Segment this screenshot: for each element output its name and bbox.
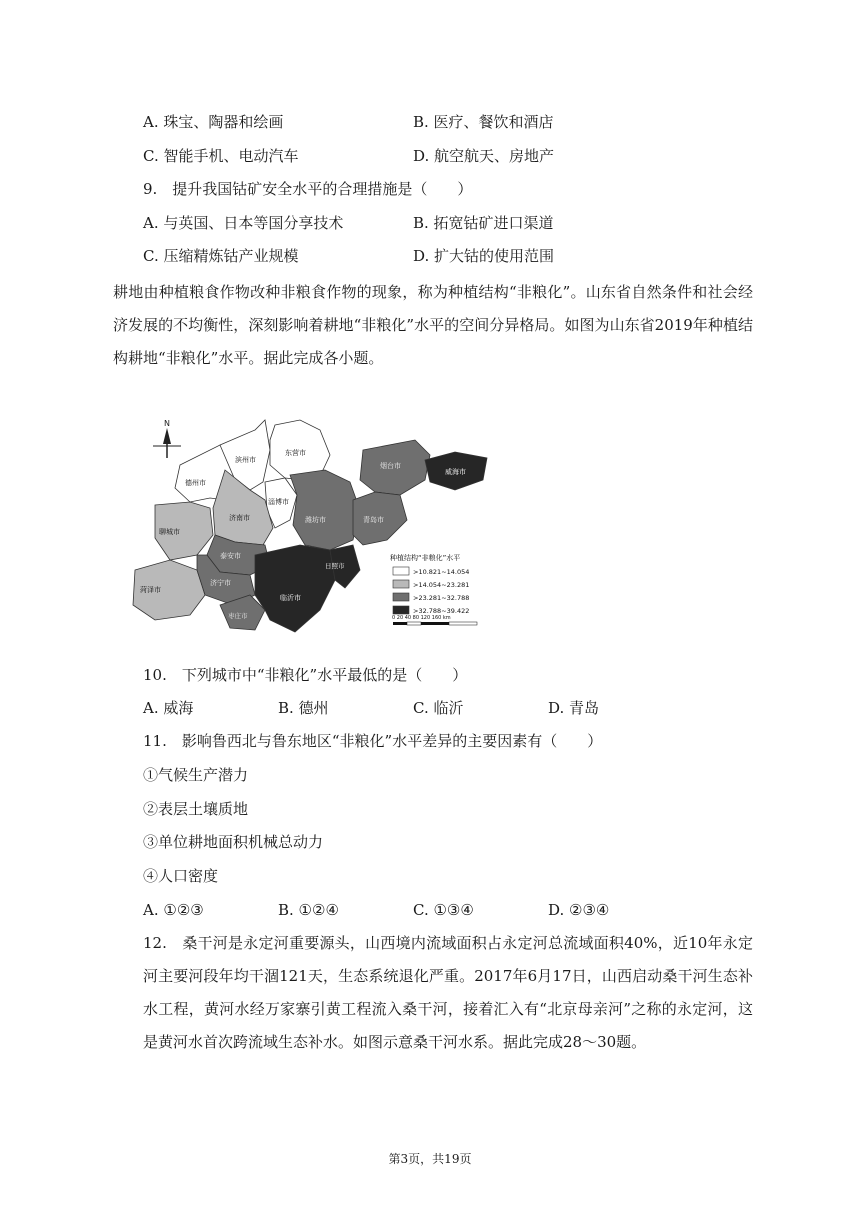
q11-statement-1: ①气候生产潜力	[143, 766, 249, 784]
q11-option-c: C. ①③④	[413, 901, 474, 919]
q9-option-d: D. 扩大钴的使用范围	[413, 247, 555, 265]
q12-paragraph: 12. 桑干河是永定河重要源头，山西境内流域面积占永定河总流域面积40%，近10年永定河主要河段年均干涸121天，生态系统退化严重。2017年6月17日，山西启动桑干河生态补水工程，黄河水经万家寨引黄工程流入桑干河，接着汇入有“北京母亲河”之称的永定河，这是黄河水首次跨流域生态补水。如图示意桑干河水系。据此完成28～30题。	[143, 934, 753, 1051]
q10-option-a: A. 威海	[143, 699, 194, 717]
label-jinan: 济南市	[229, 514, 250, 522]
label-dongying: 东营市	[285, 449, 306, 457]
q11-statement-2: ②表层土壤质地	[143, 800, 249, 818]
q11-stem: 11. 影响鲁西北与鲁东地区“非粮化”水平差异的主要因素有（ ）	[143, 732, 603, 750]
shandong-map	[125, 410, 495, 640]
north-arrow-icon	[153, 419, 181, 458]
scale-bar	[392, 615, 477, 625]
legend-label-2: >14.054~23.281	[413, 581, 470, 589]
label-dezhou: 德州市	[185, 479, 206, 487]
q11-statement-3: ③单位耕地面积机械总动力	[143, 833, 324, 851]
label-weifang: 潍坊市	[305, 516, 326, 524]
q10-stem: 10. 下列城市中“非粮化”水平最低的是（ ）	[143, 666, 468, 684]
label-liaocheng: 聊城市	[159, 528, 180, 536]
label-zaozhuang: 枣庄市	[228, 612, 248, 620]
label-linyi: 临沂市	[280, 594, 301, 602]
legend-swatch-3	[393, 593, 409, 601]
q9-option-b: B. 拓宽钴矿进口渠道	[413, 214, 554, 232]
q11-statement-4: ④人口密度	[143, 867, 219, 885]
q8-option-c: C. 智能手机、电动汽车	[143, 147, 299, 165]
q8-option-b: B. 医疗、餐饮和酒店	[413, 113, 554, 131]
label-rizhao: 日照市	[325, 562, 345, 570]
label-taian: 泰安市	[220, 552, 241, 560]
legend-swatch-2	[393, 580, 409, 588]
map-legend	[390, 553, 477, 625]
q10-option-d: D. 青岛	[548, 699, 600, 717]
legend-label-4: >32.788~39.422	[413, 607, 470, 615]
label-yantai: 烟台市	[380, 462, 401, 470]
legend-label-1: >10.821~14.054	[413, 568, 470, 576]
q8-option-a: A. 珠宝、陶器和绘画	[143, 113, 284, 131]
q9-stem: 9. 提升我国钴矿安全水平的合理措施是（ ）	[143, 180, 473, 198]
label-jining: 济宁市	[210, 579, 231, 587]
label-binzhou: 滨州市	[235, 456, 256, 464]
legend-swatch-1	[393, 567, 409, 575]
region-weifang	[290, 470, 360, 550]
q8-option-d: D. 航空航天、房地产	[413, 147, 555, 165]
north-label: N	[164, 419, 170, 428]
page-footer: 第3页，共19页	[388, 1152, 472, 1166]
scale-label: 0 20 40 80 120 160 km	[392, 615, 451, 621]
label-weihai: 威海市	[445, 468, 466, 476]
label-heze: 菏泽市	[140, 586, 161, 594]
intro-paragraph: 耕地由种植粮食作物改种非粮食作物的现象，称为种植结构“非粮化”。山东省自然条件和社会经济发展的不均衡性，深刻影响着耕地“非粮化”水平的空间分异格局。如图为山东省2019年种植结构耕地“非粮化”水平。据此完成各小题。	[113, 283, 753, 367]
region-linyi	[255, 545, 335, 632]
q10-option-b: B. 德州	[278, 699, 329, 717]
label-qingdao: 青岛市	[363, 516, 384, 524]
label-zibo: 淄博市	[268, 498, 289, 506]
q10-option-c: C. 临沂	[413, 699, 464, 717]
q9-option-a: A. 与英国、日本等国分享技术	[143, 214, 344, 232]
q11-option-a: A. ①②③	[143, 901, 204, 919]
legend-label-3: >23.281~32.788	[413, 594, 470, 602]
q11-option-b: B. ①②④	[278, 901, 339, 919]
q9-option-c: C. 压缩精炼钴产业规模	[143, 247, 299, 265]
q11-option-d: D. ②③④	[548, 901, 610, 919]
legend-title: 种植结构“非粮化”水平	[390, 554, 461, 562]
legend-swatch-4	[393, 606, 409, 614]
